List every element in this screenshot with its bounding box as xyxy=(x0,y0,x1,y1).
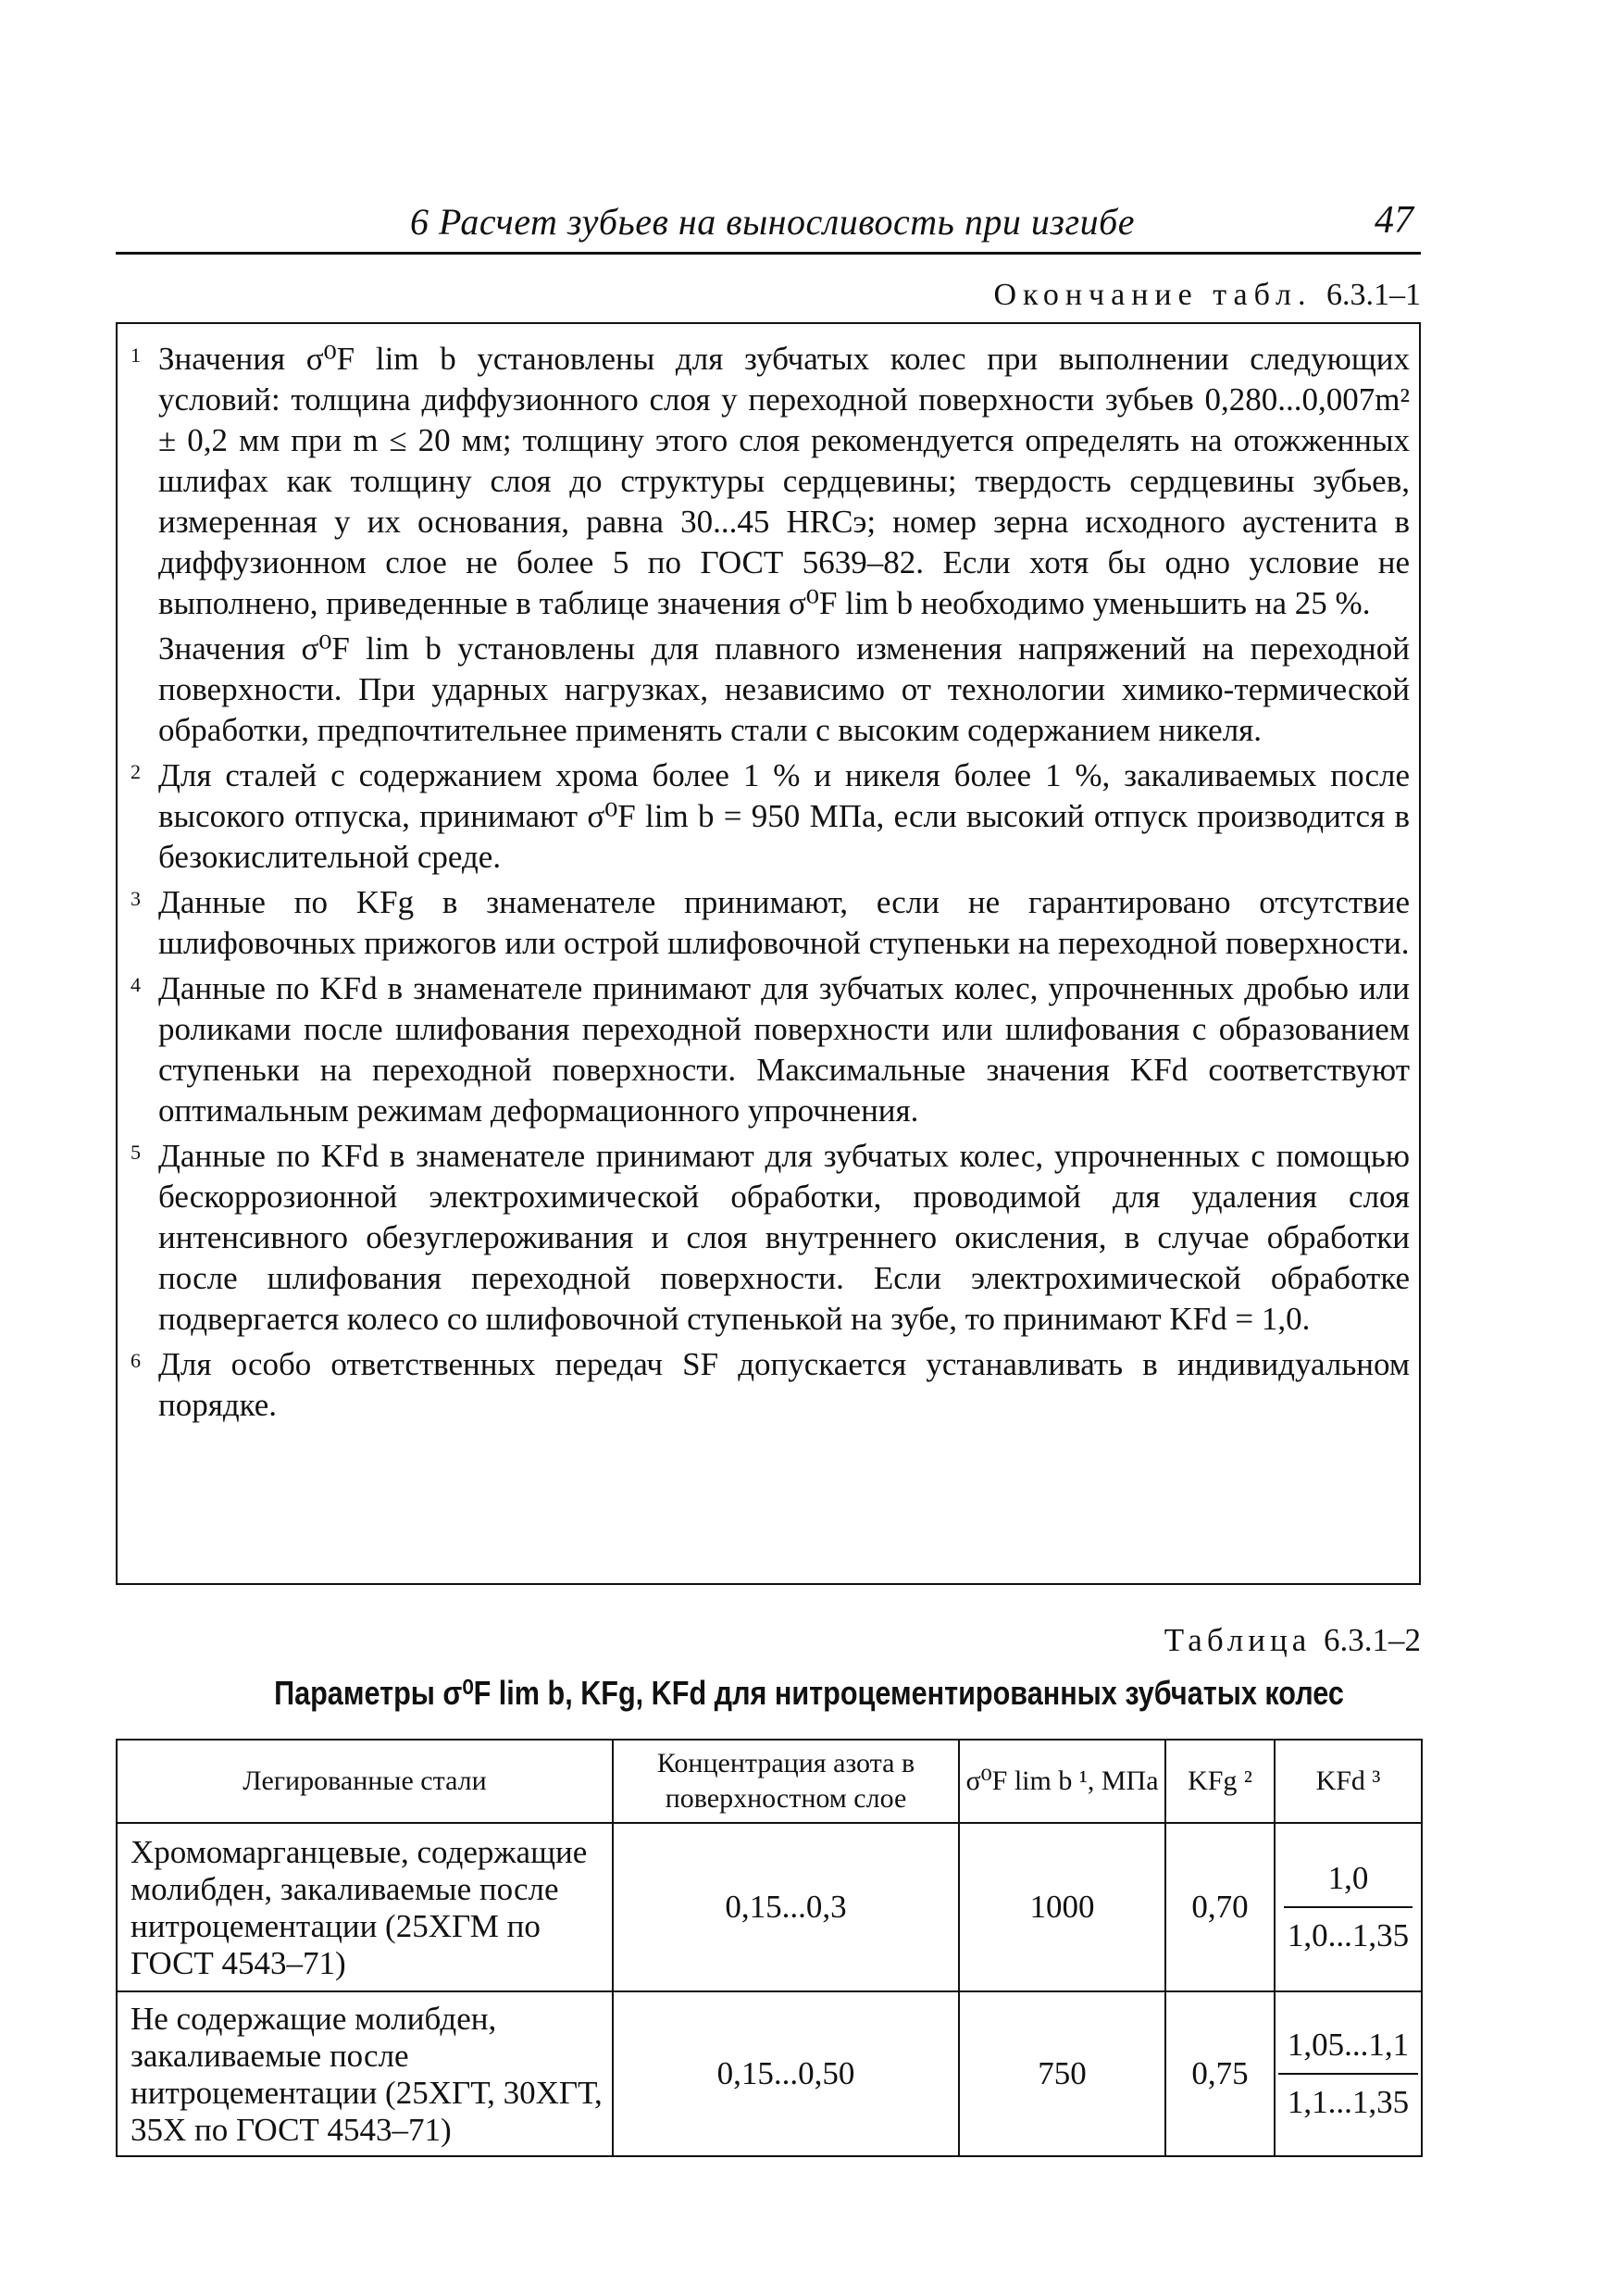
footnote-text: Значения σ⁰F lim b установлены для зубчатых колес при выполнении следующих условий: толщина диффузионного слоя у переходной поверхности зубьев 0,280...0,007m² ± 0,2 мм при m ≤ 20 мм; толщину этого слоя рекомендуется определять на отожженных шлифах как толщину слоя до структуры сердцевины; твердость сердцевины зубьев, измеренная у их основания, равна 30...45 HRCэ; номер зерна исходного аустенита в диффузионном слое не более 5 по ГОСТ 5639–82. Если хотя бы одно условие не выполнено, приведенные в таблице значения σ⁰F lim b необходимо уменьшить на 25 %. xyxy=(158,341,1410,621)
table-label-number: 6.3.1–2 xyxy=(1324,1622,1421,1658)
table-label-prefix: Таблица xyxy=(1164,1622,1312,1658)
footnote-6 xyxy=(129,1344,1410,1426)
running-header xyxy=(116,194,1421,255)
footnote-text: Значения σ⁰F lim b установлены для плавного изменения напряжений на переходной поверхности. При ударных нагрузках, независимо от технологии химико-термической обработки, предпочтительнее применять стали с высоким содержанием никеля. xyxy=(158,630,1410,748)
footnote-text: Для сталей с содержанием хрома более 1 % и никеля более 1 %, закаливаемых после высокого отпуска, принимают σ⁰F lim b = 950 МПа, если высокий отпуск производится в безокислительной среде. xyxy=(158,757,1410,875)
footnote-3 xyxy=(129,882,1410,964)
cell-kfd xyxy=(1275,1823,1422,1991)
column-header-nitrogen: Концентрация азота в поверхностном слое xyxy=(613,1740,959,1823)
column-header-kfd: KFd ³ xyxy=(1275,1740,1422,1823)
column-header-kfg: KFg ² xyxy=(1165,1740,1275,1823)
running-header-title: 6 Расчет зубьев на выносливость при изгибе xyxy=(410,201,1135,243)
footnote-mark: 4 xyxy=(131,973,141,996)
table-title: Параметры σ⁰F lim b, KFg, KFd для нитроцементированных зубчатых колес xyxy=(274,1674,1344,1712)
table-continuation-label xyxy=(994,278,1422,313)
kfd-denominator: 1,0...1,35 xyxy=(1287,1917,1410,1953)
footnote-1 xyxy=(129,339,1410,624)
cell-sigma: 1000 xyxy=(959,1823,1165,1991)
footnote-mark: 5 xyxy=(131,1141,141,1164)
footnote-4 xyxy=(129,968,1410,1131)
table-row xyxy=(117,1823,1422,1991)
cell-kfg: 0,75 xyxy=(1165,1991,1275,2156)
params-table xyxy=(116,1739,1423,2157)
footnote-mark: 6 xyxy=(131,1349,141,1372)
continuation-prefix: Окончание табл. xyxy=(993,278,1313,312)
table-header-row xyxy=(117,1740,1422,1823)
column-header-steel: Легированные стали xyxy=(117,1740,613,1823)
page-number: 47 xyxy=(1375,199,1413,242)
kfd-fraction xyxy=(1278,2027,1418,2121)
cell-steel: Не содержащие молибден, закаливаемые после нитроцементации (25ХГТ, 30ХГТ, 35Х по ГОСТ 4543–71) xyxy=(117,1991,613,2156)
footnote-2 xyxy=(129,755,1410,878)
footnote-text: Для особо ответственных передач SF допускается устанавливать в индивидуальном порядке. xyxy=(158,1346,1410,1423)
continuation-number: 6.3.1–1 xyxy=(1326,278,1421,312)
footnote-mark: 1 xyxy=(131,343,141,367)
table-label xyxy=(1164,1622,1421,1659)
cell-kfd xyxy=(1275,1991,1422,2156)
column-header-sigma: σ⁰F lim b ¹, МПа xyxy=(959,1740,1165,1823)
kfd-numerator: 1,05...1,1 xyxy=(1278,2027,1418,2075)
cell-steel: Хромомарганцевые, содержащие молибден, закаливаемые после нитроцементации (25ХГМ по ГОСТ 4543–71) xyxy=(117,1823,613,1991)
kfd-fraction xyxy=(1284,1860,1413,1954)
footnote-text: Данные по KFg в знаменателе принимают, если не гарантировано отсутствие шлифовочных прижогов или острой шлифовочной ступеньки на переходной поверхности. xyxy=(158,884,1410,961)
cell-nitrogen: 0,15...0,3 xyxy=(613,1823,959,1991)
cell-nitrogen: 0,15...0,50 xyxy=(613,1991,959,2156)
kfd-denominator: 1,1...1,35 xyxy=(1287,2084,1410,2120)
footnote-1-continued xyxy=(129,629,1410,751)
footnote-text: Данные по KFd в знаменателе принимают для зубчатых колес, упрочненных дробью или роликами после шлифования переходной поверхности или шлифования с образованием ступеньки на переходной поверхности. Максимальные значения KFd соответствуют оптимальным режимам деформационного упрочнения. xyxy=(158,970,1410,1129)
cell-sigma: 750 xyxy=(959,1991,1165,2156)
cell-kfg: 0,70 xyxy=(1165,1823,1275,1991)
kfd-numerator: 1,0 xyxy=(1284,1860,1413,1908)
table-footnotes-box xyxy=(116,322,1421,1585)
footnote-5 xyxy=(129,1136,1410,1340)
footnote-mark: 2 xyxy=(131,760,141,783)
footnote-text: Данные по KFd в знаменателе принимают для зубчатых колес, упрочненных с помощью бескоррозионной электрохимической обработки, проводимой для удаления слоя интенсивного обезуглероживания и слоя внутреннего окисления, в случае обработки после шлифования переходной поверхности. Если электрохимической обработке подвергается колесо со шлифовочной ступенькой на зубе, то принимают KFd = 1,0. xyxy=(158,1138,1410,1337)
table-row xyxy=(117,1991,1422,2156)
footnote-mark: 3 xyxy=(131,887,141,910)
